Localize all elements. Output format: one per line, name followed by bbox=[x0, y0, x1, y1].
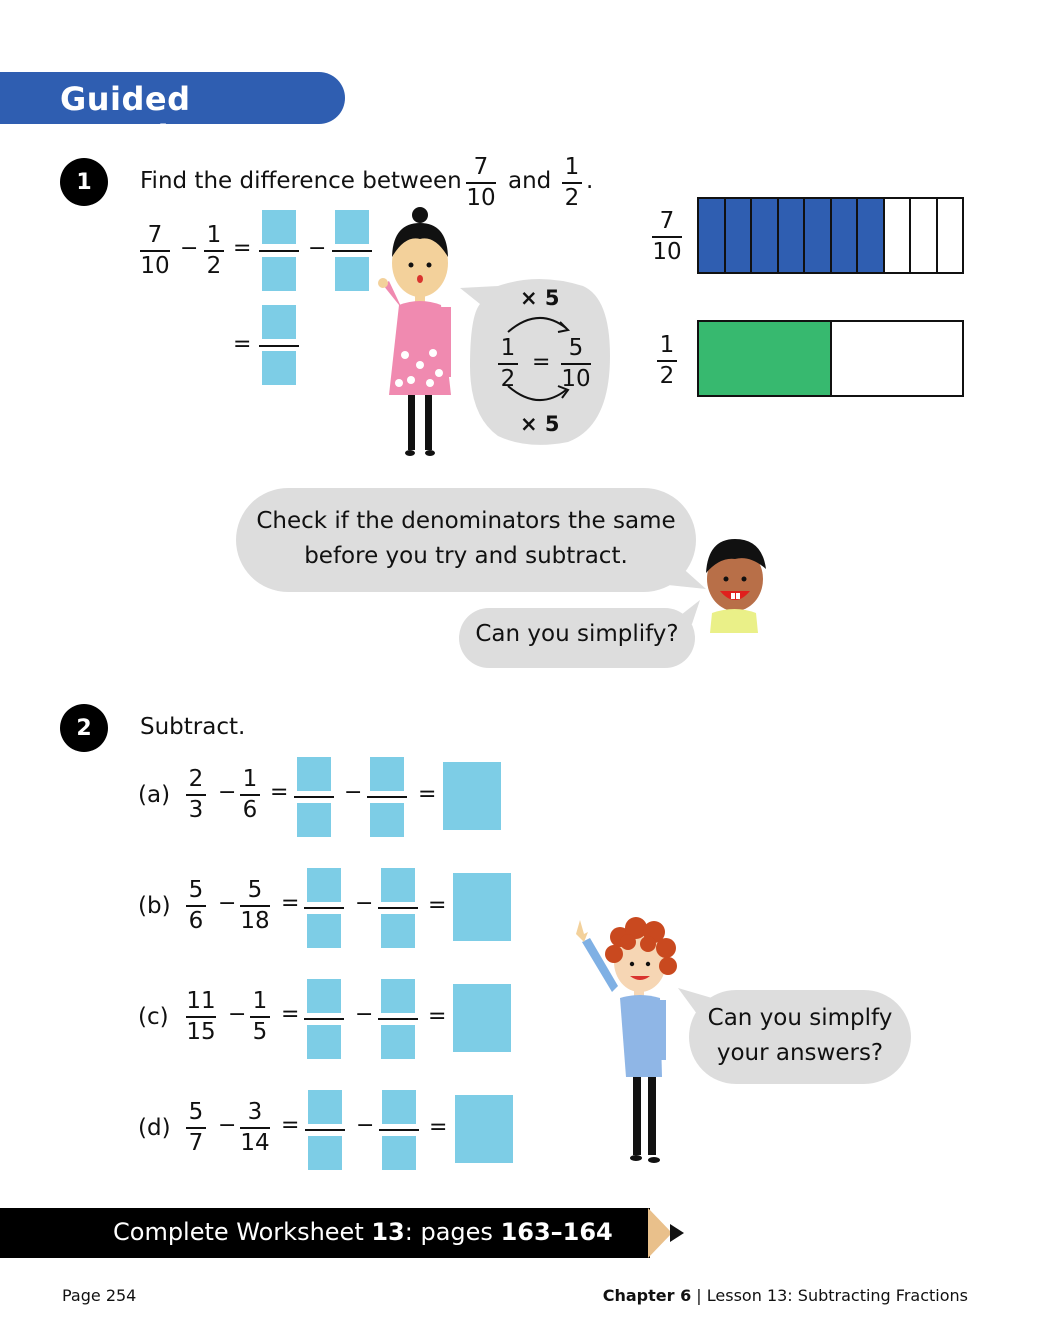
speech-simplify-answers-line1: Can you simplfy bbox=[707, 1005, 893, 1031]
equals-sign: = bbox=[270, 780, 289, 805]
answer-box[interactable] bbox=[381, 1025, 415, 1059]
pencil-tip-icon bbox=[648, 1208, 684, 1258]
exercise-fraction-a: 5 7 bbox=[186, 1101, 206, 1155]
answer-box[interactable] bbox=[308, 1136, 342, 1170]
q1-prompt: Find the difference between bbox=[140, 168, 462, 194]
final-answer-box[interactable] bbox=[443, 762, 501, 830]
q1-minus: − bbox=[308, 236, 327, 261]
unshaded-part bbox=[911, 199, 938, 272]
shaded-part bbox=[805, 199, 832, 272]
speech-denominators-line1: Check if the denominators the same bbox=[256, 508, 676, 534]
answer-box[interactable] bbox=[307, 868, 341, 902]
bubble-equals: = bbox=[532, 350, 551, 375]
one-half-bar-model bbox=[697, 320, 964, 397]
exercise-fraction-a: 2 3 bbox=[186, 768, 206, 822]
fraction-bar bbox=[305, 1129, 345, 1131]
model-label-one-half: 1 2 bbox=[657, 334, 677, 388]
shaded-part bbox=[752, 199, 779, 272]
speech-simplify-text: Can you simplify? bbox=[475, 621, 679, 647]
final-answer-box[interactable] bbox=[453, 984, 511, 1052]
model-label-seven-tenths: 7 10 bbox=[652, 208, 682, 265]
q1-eq-fraction-b: 1 2 bbox=[204, 224, 224, 278]
answer-box[interactable] bbox=[307, 914, 341, 948]
answer-box[interactable] bbox=[262, 257, 296, 291]
equals-sign: = bbox=[429, 1115, 448, 1140]
exercise-fraction-b: 3 14 bbox=[240, 1099, 270, 1156]
exercise-fraction-b: 1 5 bbox=[250, 990, 270, 1044]
exercise-label: (b) bbox=[138, 893, 171, 919]
times-five-bottom: × 5 bbox=[520, 412, 560, 436]
answer-box[interactable] bbox=[262, 305, 296, 339]
answer-box[interactable] bbox=[382, 1136, 416, 1170]
final-answer-box[interactable] bbox=[455, 1095, 513, 1163]
bubble-fraction-left: 1 2 bbox=[498, 337, 518, 391]
answer-box[interactable] bbox=[307, 1025, 341, 1059]
equals-sign: = bbox=[418, 782, 437, 807]
section-banner bbox=[0, 72, 345, 156]
minus-sign: − bbox=[355, 1002, 374, 1027]
exercise-fraction-b: 5 18 bbox=[240, 877, 270, 934]
fraction-bar bbox=[332, 250, 372, 252]
q1-minus: − bbox=[180, 236, 199, 261]
answer-box[interactable] bbox=[382, 1090, 416, 1124]
exercise-fraction-a: 11 15 bbox=[186, 988, 216, 1045]
minus-sign: − bbox=[344, 780, 363, 805]
equals-sign: = bbox=[281, 891, 300, 916]
equals-sign: = bbox=[428, 1004, 447, 1029]
q1-eq-fraction-a: 7 10 bbox=[140, 222, 170, 279]
shaded-part bbox=[832, 199, 859, 272]
exercise-fraction-a: 5 6 bbox=[186, 879, 206, 933]
fraction-bar bbox=[304, 907, 344, 909]
answer-box[interactable] bbox=[262, 210, 296, 244]
answer-box[interactable] bbox=[370, 757, 404, 791]
answer-box[interactable] bbox=[381, 868, 415, 902]
unshaded-part bbox=[885, 199, 912, 272]
q2-prompt: Subtract. bbox=[140, 714, 246, 740]
minus-sign: − bbox=[356, 1113, 375, 1138]
answer-box[interactable] bbox=[370, 803, 404, 837]
page-number: Page 254 bbox=[62, 1286, 137, 1305]
shaded-part bbox=[858, 199, 885, 272]
speech-simplify-answers-line2: your answers? bbox=[716, 1040, 884, 1066]
shaded-part bbox=[699, 322, 832, 395]
curly-hair-girl-illustration bbox=[570, 912, 690, 1167]
minus-sign: − bbox=[228, 1002, 247, 1027]
chapter-lesson: Chapter 6 | Lesson 13: Subtracting Fractions bbox=[602, 1286, 968, 1305]
exercise-label: (a) bbox=[138, 782, 171, 808]
exercise-label: (c) bbox=[138, 1004, 169, 1030]
seven-tenths-bar-model bbox=[697, 197, 964, 274]
minus-sign: − bbox=[218, 780, 237, 805]
exercise-label: (d) bbox=[138, 1115, 171, 1141]
times-five-top: × 5 bbox=[520, 286, 560, 310]
answer-box[interactable] bbox=[308, 1090, 342, 1124]
exercise-fraction-b: 1 6 bbox=[240, 768, 260, 822]
question-number-1: 1 bbox=[60, 158, 108, 206]
worksheet-banner bbox=[0, 1208, 650, 1258]
q1-and: and bbox=[508, 168, 552, 194]
minus-sign: − bbox=[218, 891, 237, 916]
q1-prompt-fraction-a: 7 10 bbox=[466, 154, 496, 211]
minus-sign: − bbox=[218, 1113, 237, 1138]
fraction-bar bbox=[378, 907, 418, 909]
shaded-part bbox=[779, 199, 806, 272]
fraction-bar bbox=[259, 250, 299, 252]
speech-denominators-line2: before you try and subtract. bbox=[304, 543, 628, 569]
fraction-bar bbox=[379, 1129, 419, 1131]
equals-sign: = bbox=[428, 893, 447, 918]
fraction-bar bbox=[294, 796, 334, 798]
worksheet-text: Complete Worksheet 13: pages 163–164 bbox=[113, 1218, 613, 1246]
answer-box[interactable] bbox=[297, 757, 331, 791]
final-answer-box[interactable] bbox=[453, 873, 511, 941]
minus-sign: − bbox=[355, 891, 374, 916]
section-title: Guided Practice bbox=[60, 80, 211, 156]
boy-character-illustration bbox=[700, 533, 770, 633]
shaded-part bbox=[726, 199, 753, 272]
q1-prompt-fraction-b: 1 2 bbox=[562, 156, 582, 210]
answer-box[interactable] bbox=[381, 979, 415, 1013]
q1-period: . bbox=[586, 168, 594, 194]
answer-box[interactable] bbox=[262, 351, 296, 385]
fraction-bar bbox=[378, 1018, 418, 1020]
shaded-part bbox=[699, 199, 726, 272]
bubble-fraction-right: 5 10 bbox=[561, 335, 591, 392]
girl-character-illustration bbox=[375, 205, 465, 460]
answer-box[interactable] bbox=[307, 979, 341, 1013]
answer-box[interactable] bbox=[381, 914, 415, 948]
answer-box[interactable] bbox=[335, 210, 369, 244]
fraction-bar bbox=[304, 1018, 344, 1020]
fraction-bar bbox=[367, 796, 407, 798]
fraction-bar bbox=[259, 345, 299, 347]
speech-bubble-denominators bbox=[236, 488, 696, 592]
q1-equals: = bbox=[233, 332, 252, 357]
answer-box[interactable] bbox=[297, 803, 331, 837]
equals-sign: = bbox=[281, 1113, 300, 1138]
unshaded-part bbox=[832, 322, 963, 395]
question-number-2: 2 bbox=[60, 704, 108, 752]
answer-box[interactable] bbox=[335, 257, 369, 291]
equals-sign: = bbox=[281, 1002, 300, 1027]
unshaded-part bbox=[938, 199, 963, 272]
q1-equals: = bbox=[233, 236, 252, 261]
